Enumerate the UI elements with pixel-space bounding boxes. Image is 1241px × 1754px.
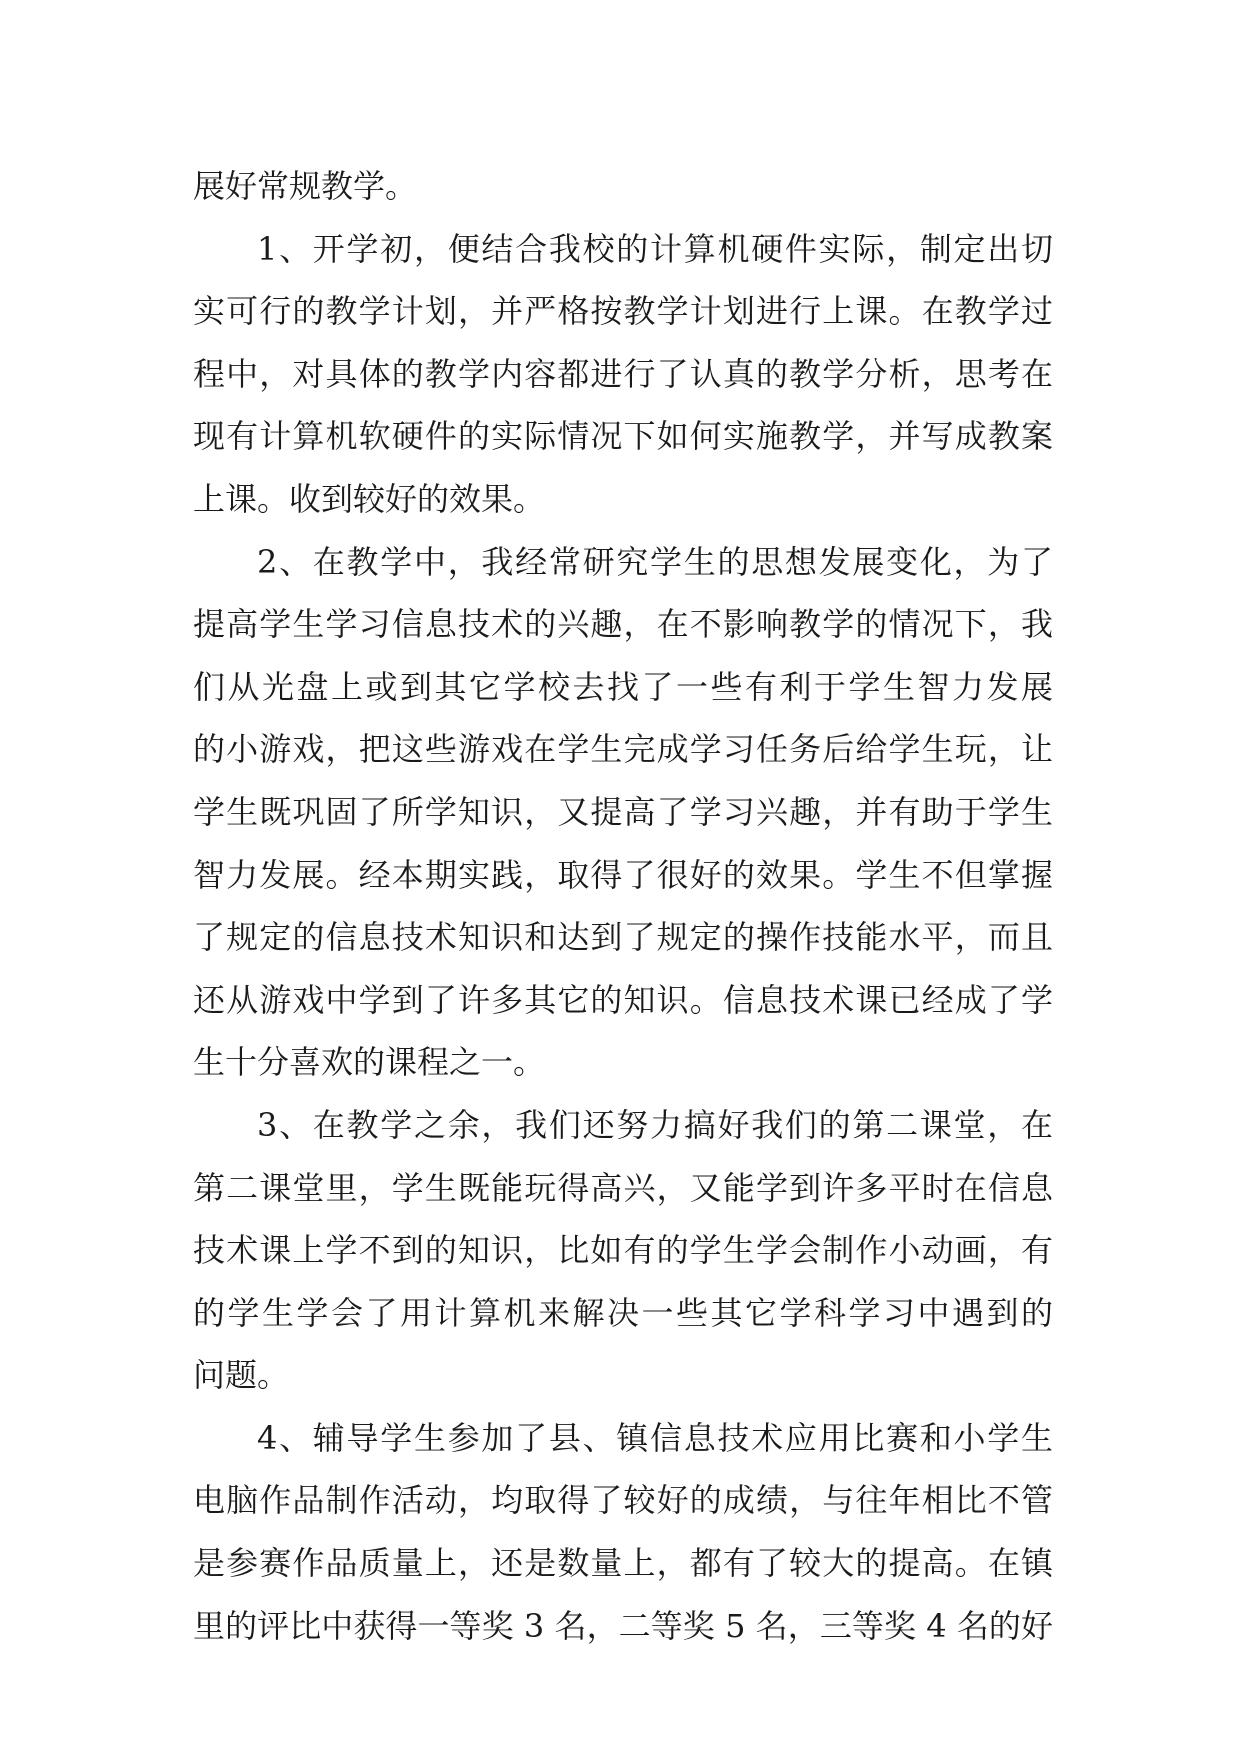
text-line: 生十分喜欢的课程之一。 (193, 1043, 546, 1082)
text-line: 现有计算机软硬件的实际情况下如何实施教学，并写成教案 (193, 417, 1053, 456)
text-line: 的小游戏，把这些游戏在学生完成学习任务后给学生玩，让 (193, 730, 1053, 769)
text-line: 里的评比中获得一等奖 3 名，二等奖 5 名，三等奖 4 名的好 (193, 1606, 1053, 1645)
paragraph-2 (193, 531, 1053, 1094)
text-line: 实可行的教学计划，并严格按教学计划进行上课。在教学过 (193, 292, 1053, 331)
text-line: 的学生学会了用计算机来解决一些其它学科学习中遇到的 (193, 1293, 1053, 1332)
paragraph-1 (193, 218, 1053, 531)
text-line: 第二课堂里，学生既能玩得高兴，又能学到许多平时在信息 (193, 1168, 1053, 1207)
paragraph-continuation (193, 155, 1053, 218)
text-line: 提高学生学习信息技术的兴趣，在不影响教学的情况下，我 (193, 605, 1053, 644)
text-line: 展好常规教学。 (193, 167, 418, 205)
text-line: 智力发展。经本期实践，取得了很好的效果。学生不但掌握 (193, 855, 1053, 894)
text-line: 们从光盘上或到其它学校去找了一些有利于学生智力发展 (193, 667, 1053, 706)
text-line: 3、在教学之余，我们还努力搞好我们的第二课堂，在 (257, 1105, 1053, 1144)
text-line: 问题。 (193, 1356, 290, 1395)
text-line: 4、辅导学生参加了县、镇信息技术应用比赛和小学生 (257, 1418, 1053, 1457)
text-line: 2、在教学中，我经常研究学生的思想发展变化，为了 (257, 542, 1053, 581)
text-line: 了规定的信息技术知识和达到了规定的操作技能水平，而且 (193, 918, 1053, 957)
paragraph-3 (193, 1094, 1053, 1407)
text-line: 上课。收到较好的效果。 (193, 479, 546, 518)
text-line: 技术课上学不到的知识，比如有的学生学会制作小动画，有 (193, 1231, 1053, 1270)
text-line: 还从游戏中学到了许多其它的知识。信息技术课已经成了学 (193, 980, 1053, 1019)
text-line: 程中，对具体的教学内容都进行了认真的教学分析，思考在 (193, 354, 1053, 393)
document-body (193, 155, 1053, 1657)
text-line: 是参赛作品质量上，还是数量上，都有了较大的提高。在镇 (193, 1544, 1053, 1583)
paragraph-4 (193, 1407, 1053, 1657)
text-line: 学生既巩固了所学知识，又提高了学习兴趣，并有助于学生 (193, 792, 1053, 831)
text-line: 电脑作品制作活动，均取得了较好的成绩，与往年相比不管 (193, 1481, 1053, 1520)
text-line: 1、开学初，便结合我校的计算机硬件实际，制定出切 (257, 229, 1053, 268)
